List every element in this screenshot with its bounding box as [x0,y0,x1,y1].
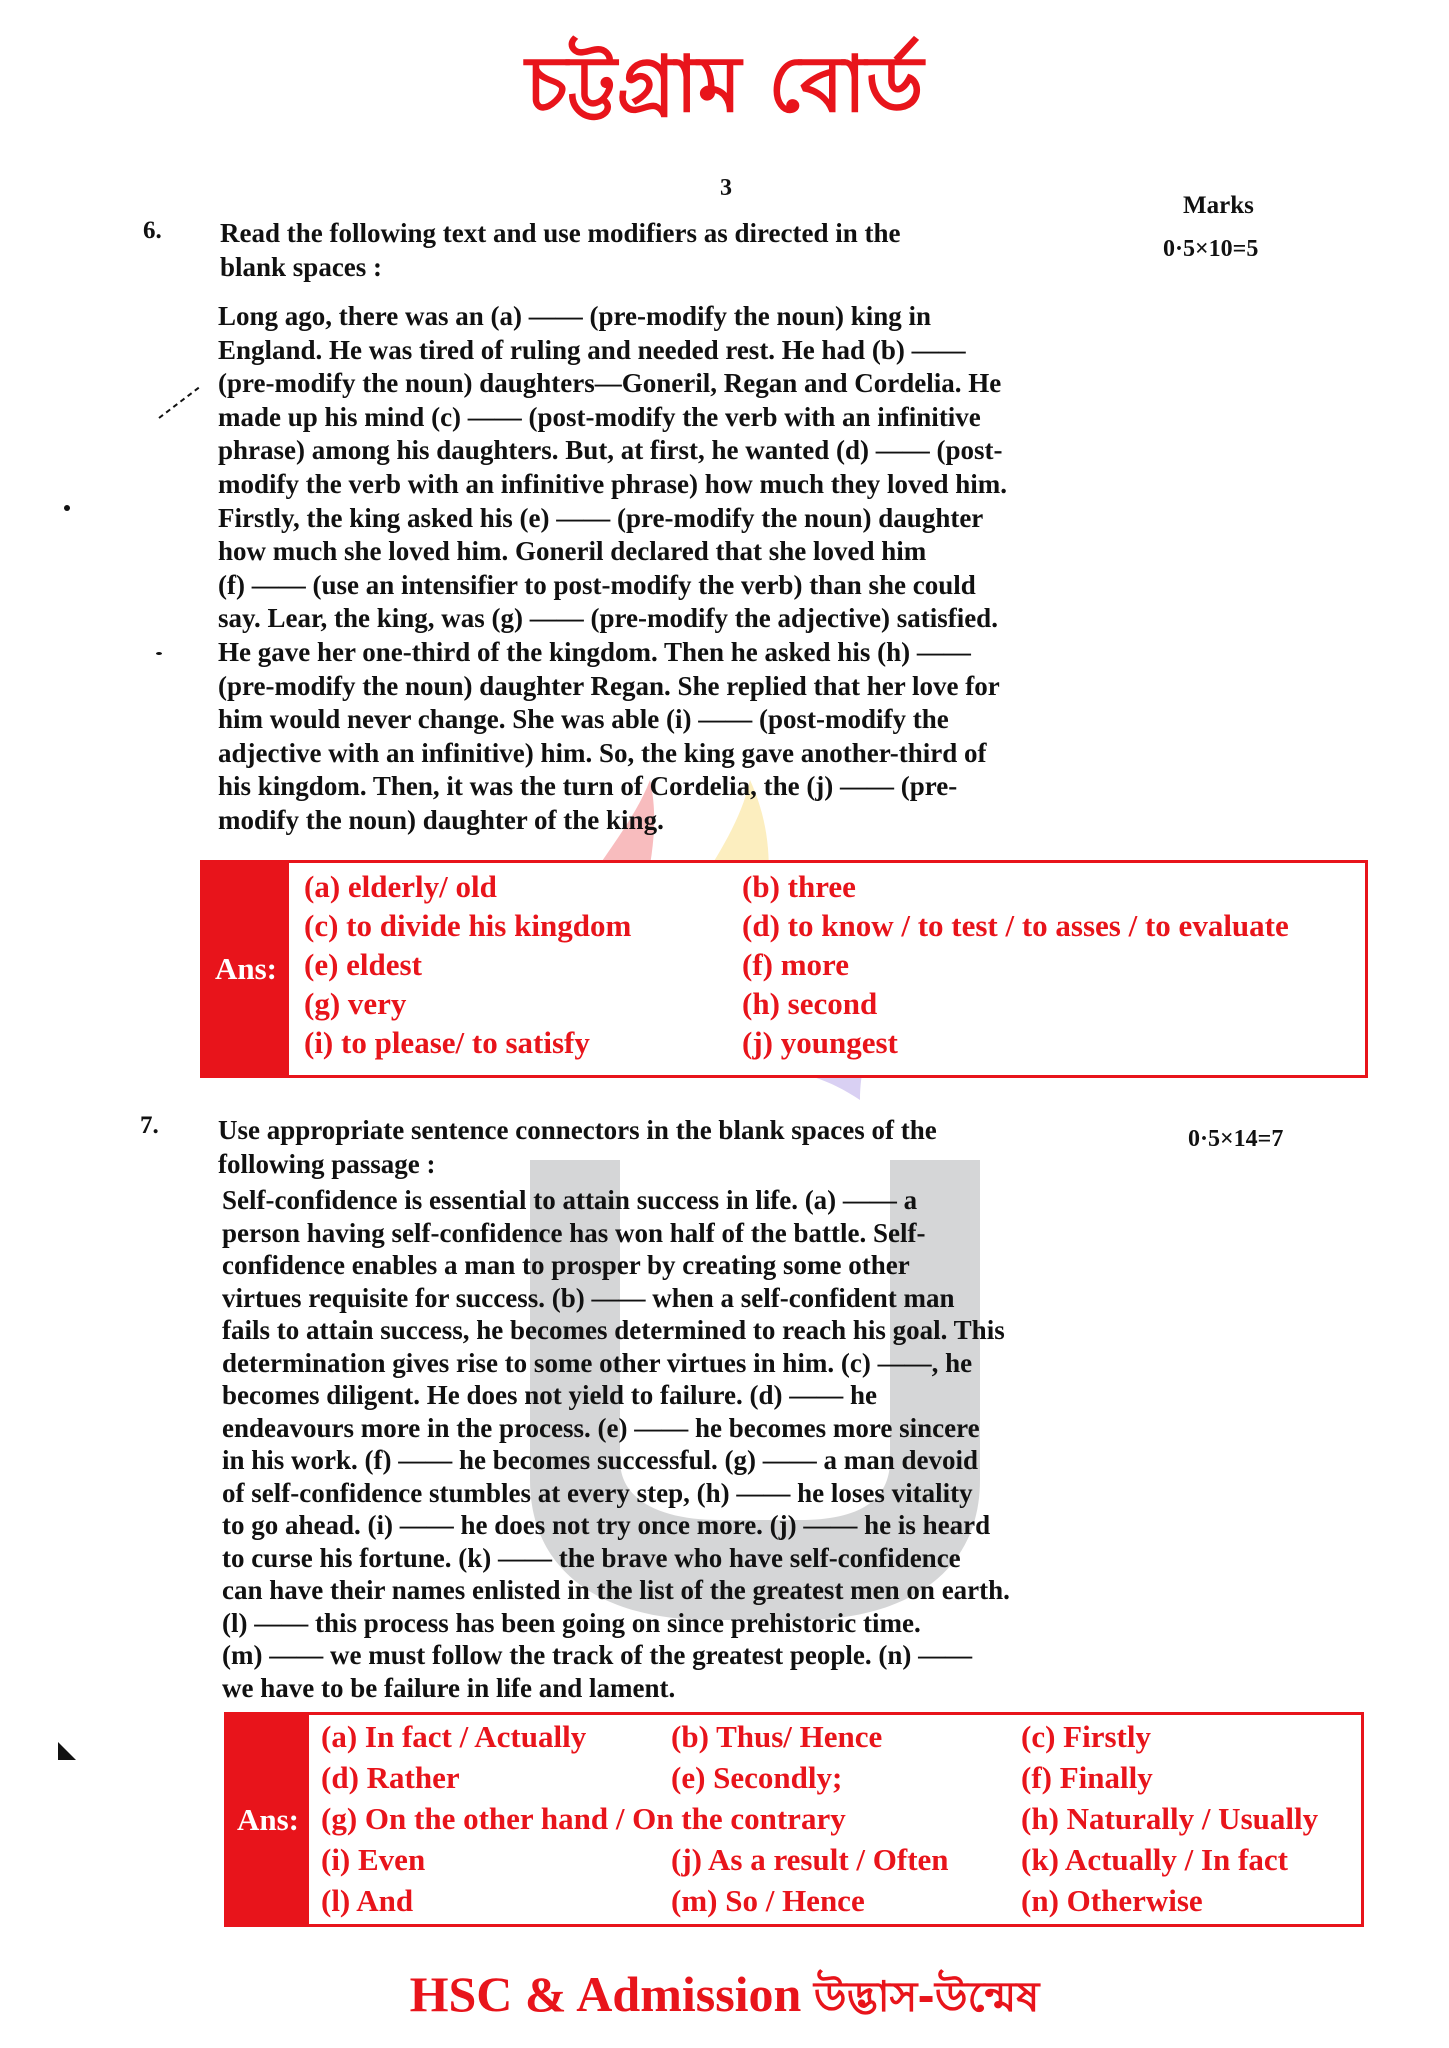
answer-item: (a) In fact / Actually [321,1719,587,1754]
answer-item: (b) three [742,869,856,904]
passage-line: to curse his fortune. (k) —— the brave who have self-confidence [222,1542,961,1573]
passage-line: adjective with an infinitive) him. So, the king gave another-third of [218,737,987,768]
passage-line: Firstly, the king asked his (e) —— (pre-modify the noun) daughter [218,502,984,533]
answer-item: (m) So / Hence [671,1883,865,1918]
question-7-marks: 0·5×14=7 [1188,1126,1284,1152]
passage-line: Long ago, there was an (a) —— (pre-modify the noun) king in [218,301,932,331]
passage-line: modify the verb with an infinitive phrase) how much they loved him. [218,468,1008,499]
answer-item: (c) to divide his kingdom [304,908,632,943]
answer-item: (l) And [321,1883,414,1918]
passage-line: becomes diligent. He does not yield to failure. (d) —— he [222,1380,877,1410]
instruction-line: Use appropriate sentence connectors in the blank spaces of the [218,1115,937,1145]
passage-line: virtues requisite for success. (b) —— when a self-confident man [222,1282,955,1313]
passage-line: phrase) among his daughters. But, at first, he wanted (d) —— (post- [218,435,1003,466]
passage-line: (m) —— we must follow the track of the greatest people. (n) —— [222,1640,973,1670]
instruction-line: Read the following text and use modifiers as directed in the [220,218,901,248]
passage-line: confidence enables a man to prosper by creating some other [222,1250,910,1280]
answer-item: (h) Naturally / Usually [1021,1801,1319,1836]
passage-line: of self-confidence stumbles at every step, (h) —— he loses vitality [222,1477,973,1508]
answer-item: (n) Otherwise [1021,1883,1203,1918]
answer-label: Ans: [203,863,289,1075]
answer-item: (d) Rather [321,1760,460,1795]
passage-line: endeavours more in the process. (e) —— he becomes more sincere [222,1412,980,1443]
passage-line: to go ahead. (i) —— he does not try once more. (j) —— he is heard [222,1510,991,1540]
passage-line: (pre-modify the noun) daughters—Goneril, Regan and Cordelia. He [218,368,1002,399]
question-6-marks: 0·5×10=5 [1163,236,1259,262]
answer-item: (j) As a result / Often [671,1842,949,1877]
answer-item: (b) Thus/ Hence [671,1719,883,1754]
question-6-answer-box [200,860,1368,1078]
footer-brand [0,1964,1449,2027]
question-6-number: 6. [143,217,162,244]
passage-line: made up his mind (c) —— (post-modify the verb with an infinitive [218,401,981,432]
answer-item: (e) Secondly; [671,1760,843,1795]
answer-item: (f) Finally [1021,1760,1153,1795]
answer-item: (f) more [742,947,850,982]
passage-line: Self-confidence is essential to attain success in life. (a) —— a [222,1185,918,1215]
passage-line: we have to be failure in life and lament. [222,1672,676,1703]
board-title: চট্টগ্রাম বোর্ড [525,40,924,130]
footer-tagline: উদ্ভাস-উন্মেষ [813,1972,1040,2021]
passage-line: (pre-modify the noun) daughter Regan. She replied that her love for [218,670,1000,701]
question-6-instruction [220,216,900,284]
passage-line: England. He was tired of ruling and needed rest. He had (b) —— [218,334,966,365]
scan-triangle-mark [58,1742,76,1760]
instruction-line: following passage : [218,1149,436,1179]
question-7-instruction [218,1113,937,1181]
answer-item: (i) Even [321,1842,426,1877]
passage-line: him would never change. She was able (i) —— (post-modify the [218,704,949,735]
answer-item: (g) very [304,986,407,1021]
passage-line: He gave her one-third of the kingdom. Then he asked his (h) —— [218,636,971,667]
scan-dot [64,505,70,511]
answer-item: (a) elderly/ old [304,869,497,904]
pen-mark-icon [155,382,205,422]
question-7-number: 7. [140,1112,159,1139]
question-7-answer-box [224,1712,1364,1927]
scan-dot [156,652,162,655]
answer-item: (g) On the other hand / On the contrary [321,1801,846,1836]
passage-line: how much she loved him. Goneril declared that she loved him [218,536,927,567]
question-6-passage [218,300,1007,838]
instruction-line: blank spaces : [220,252,383,282]
marks-label: Marks [1183,192,1254,219]
answer-item: (d) to know / to test / to asses / to evaluate [742,908,1289,943]
passage-line: fails to attain success, he becomes determined to reach his goal. This [222,1315,1005,1345]
answer-item: (e) eldest [304,947,422,982]
footer-brand-text: HSC & Admission [409,1966,802,2022]
passage-line: in his work. (f) —— he becomes successful. (g) —— a man devoid [222,1445,978,1475]
answer-item: (j) youngest [742,1025,898,1060]
passage-line: (l) —— this process has been going on since prehistoric time. [222,1607,921,1638]
answer-item: (k) Actually / In fact [1021,1842,1288,1877]
passage-line: modify the noun) daughter of the king. [218,804,664,835]
passage-line: (f) —— (use an intensifier to post-modify the verb) than she could [218,569,976,600]
passage-line: say. Lear, the king, was (g) —— (pre-modify the adjective) satisfied. [218,603,998,634]
passage-line: his kingdom. Then, it was the turn of Cordelia, the (j) —— (pre- [218,771,958,802]
answer-item: (h) second [742,986,878,1021]
page-number: 3 [720,175,732,201]
answer-item: (i) to please/ to satisfy [304,1025,590,1060]
passage-line: person having self-confidence has won half of the battle. Self- [222,1217,926,1248]
passage-line: can have their names enlisted in the list of the greatest men on earth. [222,1575,1010,1605]
answer-grid [289,863,1365,1075]
answer-label: Ans: [227,1715,309,1924]
answer-grid [309,1715,1361,1924]
question-7-passage [222,1184,1010,1704]
passage-line: determination gives rise to some other virtues in him. (c) ——, he [222,1347,973,1378]
answer-item: (c) Firstly [1021,1719,1151,1754]
